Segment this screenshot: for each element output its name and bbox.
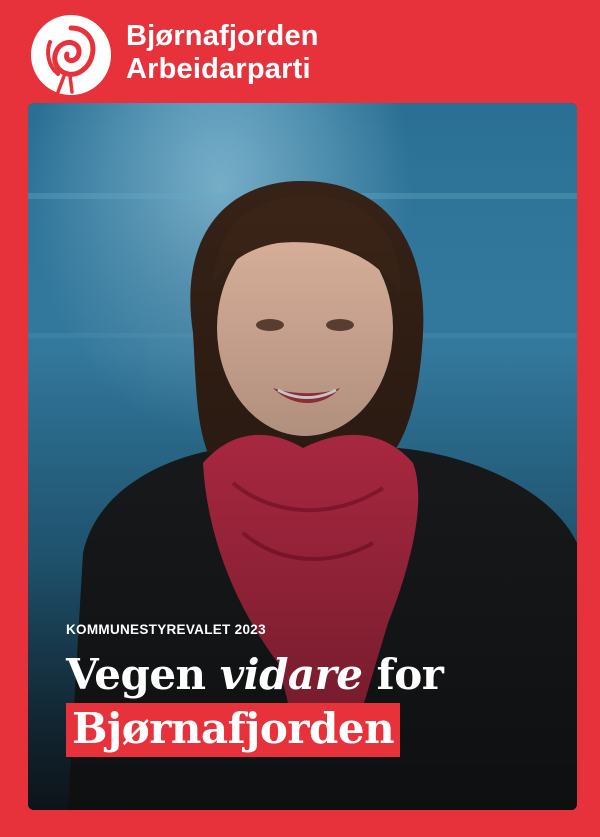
headline-italic-text: vidare: [219, 650, 363, 699]
headline-line1: [66, 651, 566, 699]
headline-text: Vegen: [66, 650, 220, 699]
headline-text-end: for: [362, 650, 444, 699]
rose-logo-icon: [28, 12, 114, 98]
headline-block: [66, 622, 566, 757]
header: [0, 0, 600, 100]
party-name-line1: Bjørnafjorden: [126, 20, 319, 52]
headline-line2: [66, 703, 566, 757]
headline-highlight: Bjørnafjorden: [66, 703, 400, 757]
election-kicker: KOMMUNESTYREVALET 2023: [66, 622, 266, 637]
party-name-line2: Arbeidarparti: [126, 53, 311, 85]
party-name: [126, 20, 319, 86]
